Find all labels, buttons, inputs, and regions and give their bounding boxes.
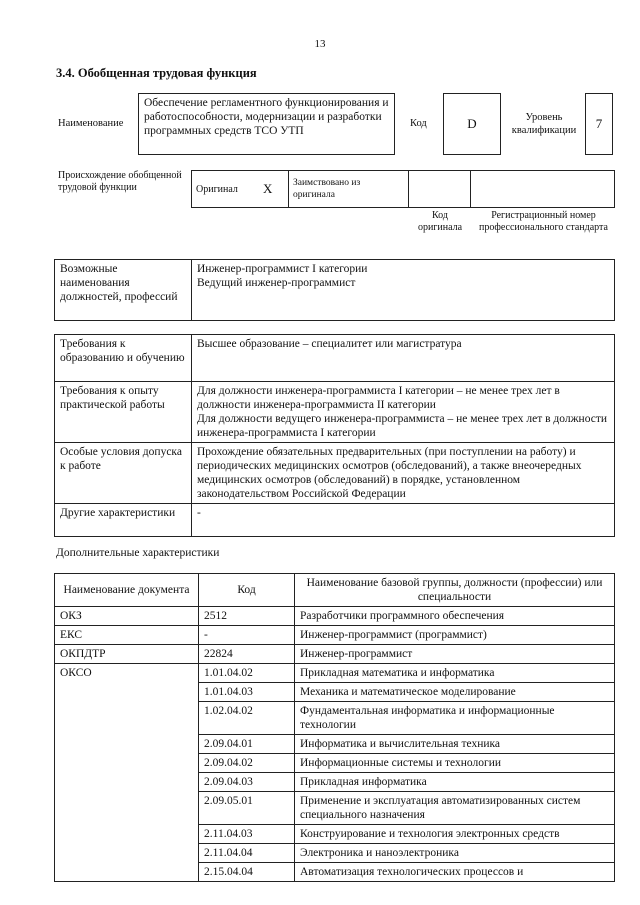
req-value: - [192, 504, 615, 537]
req-value: Высшее образование – специалитет или магистратура [192, 335, 615, 382]
page-number: 13 [314, 38, 326, 50]
borrowed-cell [288, 170, 409, 208]
table-row [55, 443, 615, 504]
code-cell: 1.01.04.03 [199, 683, 295, 702]
table-row [55, 382, 615, 443]
code-cell: 2512 [199, 607, 295, 626]
code-cell: 2.09.05.01 [199, 792, 295, 825]
name-label: Наименование [58, 118, 124, 129]
name-cell: Прикладная математика и информатика [295, 664, 615, 683]
reg-caption: Регистрационный номер профессионального стандарта [479, 210, 608, 233]
code-cell: 2.09.04.02 [199, 754, 295, 773]
table-row [55, 645, 615, 664]
code-cell: 1.01.04.02 [199, 664, 295, 683]
req-label: Требования к опыту практической работы [55, 382, 192, 443]
req-value: Для должности инженера-программиста I категории – не менее трех лет в должности инженера-программиста II категории Для должности ведущего инженера-программиста – не менее трех лет в должности инженера-программиста I категории [192, 382, 615, 443]
position-2: Ведущий инженер-программист [197, 277, 356, 289]
positions-values [192, 260, 615, 321]
req-label: Требования к образованию и обучению [55, 335, 192, 382]
name-cell: Информационные системы и технологии [295, 754, 615, 773]
table-row [55, 504, 615, 537]
name-cell: Конструирование и технология электронных средств [295, 825, 615, 844]
table-row [55, 664, 615, 683]
table-row [55, 626, 615, 645]
table-row [55, 607, 615, 626]
code-cell: 1.02.04.02 [199, 702, 295, 735]
name-cell: Автоматизация технологических процессов и [295, 863, 615, 882]
code-cell: 22824 [199, 645, 295, 664]
name-cell: Прикладная информатика [295, 773, 615, 792]
doc-cell: ЕКС [55, 626, 199, 645]
doc-cell: ОКСО [55, 664, 199, 882]
req-label: Другие характеристики [55, 504, 192, 537]
additional-title: Дополнительные характеристики [56, 547, 220, 559]
positions-label: Возможные наименования должностей, профессий [55, 260, 192, 321]
table-header-row [55, 574, 615, 607]
function-name: Обеспечение регламентного функционирования и работоспособности, модернизации и разработки программных средств ТСО УТП [144, 97, 389, 137]
name-cell: Механика и математическое моделирование [295, 683, 615, 702]
name-cell: Фундаментальная информатика и информационные технологии [295, 702, 615, 735]
code-box [443, 93, 501, 155]
req-label: Особые условия допуска к работе [55, 443, 192, 504]
name-cell: Инженер-программист [295, 645, 615, 664]
positions-table [54, 259, 615, 321]
position-1: Инженер-программист I категории [197, 263, 368, 275]
level-label: Уровень квалификации [511, 112, 577, 136]
original-code-cell [408, 170, 471, 208]
function-name-box [138, 93, 395, 155]
name-cell: Электроника и наноэлектроника [295, 844, 615, 863]
col-header-doc: Наименование документа [55, 574, 199, 607]
original-mark: X [263, 181, 273, 196]
table-row [55, 260, 615, 321]
section-title: 3.4. Обобщенная трудовая функция [56, 66, 257, 80]
code-cell: 2.11.04.03 [199, 825, 295, 844]
col-header-name: Наименование базовой группы, должности (профессии) или специальности [295, 574, 615, 607]
code-cell: 2.09.04.03 [199, 773, 295, 792]
borrowed-label: Заимствовано из оригинала [293, 178, 361, 200]
code-cell: 2.11.04.04 [199, 844, 295, 863]
code-cell: 2.15.04.04 [199, 863, 295, 882]
col-header-code: Код [199, 574, 295, 607]
code-caption: Код оригинала [417, 210, 463, 233]
name-cell: Применение и эксплуатация автоматизированных систем специального назначения [295, 792, 615, 825]
req-value: Прохождение обязательных предварительных (при поступлении на работу) и периодических медицинских осмотров (обследований), а также внеочередных медицинских осмотров (обследований) в порядке, установленном законодательством Российской Федерации [192, 443, 615, 504]
requirements-table [54, 334, 615, 537]
name-cell: Разработчики программного обеспечения [295, 607, 615, 626]
additional-table [54, 573, 615, 882]
code-value: D [467, 116, 477, 131]
code-cell: - [199, 626, 295, 645]
table-row [55, 335, 615, 382]
original-label: Оригинал [196, 184, 238, 195]
level-value: 7 [595, 116, 603, 131]
level-box [585, 93, 613, 155]
name-cell: Инженер-программист (программист) [295, 626, 615, 645]
origin-label: Происхождение обобщенной трудовой функции [58, 170, 182, 193]
reg-number-cell [470, 170, 615, 208]
code-label: Код [410, 118, 427, 129]
doc-cell: ОКЗ [55, 607, 199, 626]
original-cell [191, 170, 289, 208]
doc-cell: ОКПДТР [55, 645, 199, 664]
code-cell: 2.09.04.01 [199, 735, 295, 754]
name-cell: Информатика и вычислительная техника [295, 735, 615, 754]
